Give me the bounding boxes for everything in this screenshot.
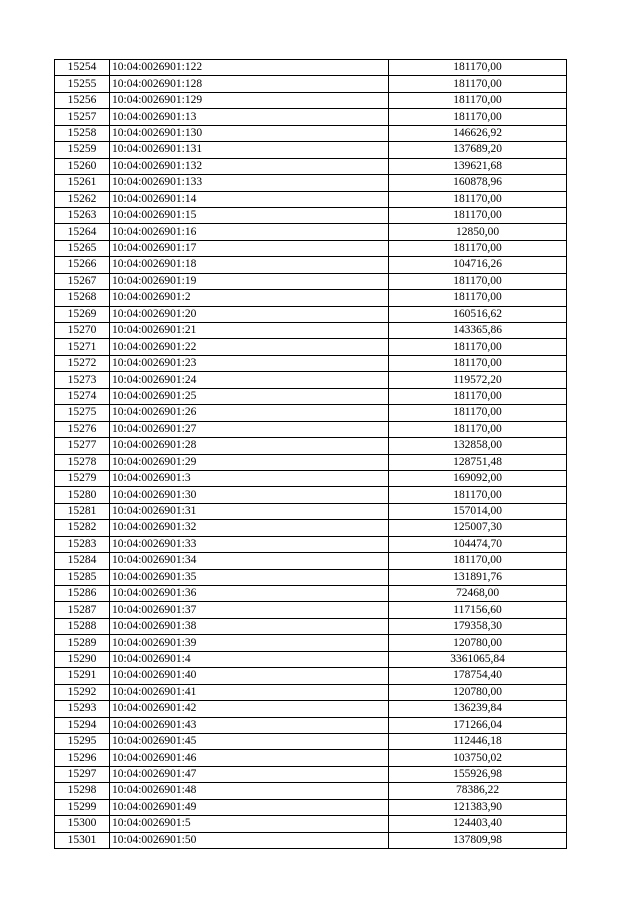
- cadastral-number-cell: 10:04:0026901:40: [110, 668, 389, 684]
- value-cell: 124403,40: [389, 816, 567, 832]
- cadastral-number-cell: 10:04:0026901:32: [110, 520, 389, 536]
- table-row: [55, 290, 567, 306]
- table-row: [55, 388, 567, 404]
- value-cell: 104474,70: [389, 536, 567, 552]
- table-row: [55, 142, 567, 158]
- row-number-cell: 15280: [55, 487, 110, 503]
- value-cell: 3361065,84: [389, 651, 567, 667]
- value-cell: 179358,30: [389, 618, 567, 634]
- value-cell: 112446,18: [389, 733, 567, 749]
- cadastral-number-cell: 10:04:0026901:29: [110, 454, 389, 470]
- cadastral-number-cell: 10:04:0026901:20: [110, 306, 389, 322]
- table-row: [55, 405, 567, 421]
- value-cell: 181170,00: [389, 355, 567, 371]
- value-cell: 121383,90: [389, 799, 567, 815]
- table-row: [55, 306, 567, 322]
- cadastral-number-cell: 10:04:0026901:25: [110, 388, 389, 404]
- row-number-cell: 15265: [55, 240, 110, 256]
- cadastral-number-cell: 10:04:0026901:35: [110, 569, 389, 585]
- value-cell: 181170,00: [389, 421, 567, 437]
- cadastral-number-cell: 10:04:0026901:19: [110, 273, 389, 289]
- cadastral-number-cell: 10:04:0026901:23: [110, 355, 389, 371]
- value-cell: 160878,96: [389, 175, 567, 191]
- row-number-cell: 15279: [55, 470, 110, 486]
- table-row: [55, 553, 567, 569]
- table-row: [55, 76, 567, 92]
- cadastral-number-cell: 10:04:0026901:2: [110, 290, 389, 306]
- cadastral-number-cell: 10:04:0026901:33: [110, 536, 389, 552]
- table-row: [55, 569, 567, 585]
- row-number-cell: 15289: [55, 635, 110, 651]
- row-number-cell: 15285: [55, 569, 110, 585]
- cadastral-number-cell: 10:04:0026901:39: [110, 635, 389, 651]
- table-row: [55, 454, 567, 470]
- row-number-cell: 15298: [55, 783, 110, 799]
- row-number-cell: 15282: [55, 520, 110, 536]
- cadastral-number-cell: 10:04:0026901:5: [110, 816, 389, 832]
- row-number-cell: 15271: [55, 339, 110, 355]
- cadastral-number-cell: 10:04:0026901:30: [110, 487, 389, 503]
- value-cell: 131891,76: [389, 569, 567, 585]
- row-number-cell: 15259: [55, 142, 110, 158]
- value-cell: 117156,60: [389, 602, 567, 618]
- table-row: [55, 651, 567, 667]
- row-number-cell: 15266: [55, 257, 110, 273]
- cadastral-number-cell: 10:04:0026901:128: [110, 76, 389, 92]
- value-cell: 12850,00: [389, 224, 567, 240]
- table-row: [55, 816, 567, 832]
- value-cell: 181170,00: [389, 405, 567, 421]
- table-row: [55, 92, 567, 108]
- row-number-cell: 15268: [55, 290, 110, 306]
- row-number-cell: 15274: [55, 388, 110, 404]
- value-cell: 136239,84: [389, 701, 567, 717]
- row-number-cell: 15263: [55, 207, 110, 223]
- table-row: [55, 618, 567, 634]
- cadastral-number-cell: 10:04:0026901:49: [110, 799, 389, 815]
- value-cell: 139621,68: [389, 158, 567, 174]
- row-number-cell: 15291: [55, 668, 110, 684]
- table-row: [55, 470, 567, 486]
- cadastral-number-cell: 10:04:0026901:47: [110, 766, 389, 782]
- cadastral-number-cell: 10:04:0026901:133: [110, 175, 389, 191]
- cadastral-number-cell: 10:04:0026901:50: [110, 832, 389, 848]
- table-row: [55, 438, 567, 454]
- value-cell: 181170,00: [389, 109, 567, 125]
- row-number-cell: 15284: [55, 553, 110, 569]
- table-row: [55, 799, 567, 815]
- cadastral-number-cell: 10:04:0026901:28: [110, 438, 389, 454]
- row-number-cell: 15262: [55, 191, 110, 207]
- value-cell: 181170,00: [389, 273, 567, 289]
- cadastral-number-cell: 10:04:0026901:45: [110, 733, 389, 749]
- cadastral-number-cell: 10:04:0026901:42: [110, 701, 389, 717]
- row-number-cell: 15269: [55, 306, 110, 322]
- table-row: [55, 701, 567, 717]
- row-number-cell: 15296: [55, 750, 110, 766]
- value-cell: 78386,22: [389, 783, 567, 799]
- row-number-cell: 15264: [55, 224, 110, 240]
- value-cell: 103750,02: [389, 750, 567, 766]
- row-number-cell: 15260: [55, 158, 110, 174]
- row-number-cell: 15277: [55, 438, 110, 454]
- row-number-cell: 15286: [55, 586, 110, 602]
- row-number-cell: 15294: [55, 717, 110, 733]
- cadastral-number-cell: 10:04:0026901:13: [110, 109, 389, 125]
- value-cell: 181170,00: [389, 240, 567, 256]
- table-row: [55, 684, 567, 700]
- table-row: [55, 602, 567, 618]
- value-cell: 169092,00: [389, 470, 567, 486]
- value-cell: 178754,40: [389, 668, 567, 684]
- table-row: [55, 207, 567, 223]
- row-number-cell: 15255: [55, 76, 110, 92]
- table-row: [55, 586, 567, 602]
- table-row: [55, 635, 567, 651]
- table-row: [55, 421, 567, 437]
- cadastral-number-cell: 10:04:0026901:16: [110, 224, 389, 240]
- row-number-cell: 15261: [55, 175, 110, 191]
- cadastral-number-cell: 10:04:0026901:18: [110, 257, 389, 273]
- value-cell: 181170,00: [389, 553, 567, 569]
- cadastral-number-cell: 10:04:0026901:15: [110, 207, 389, 223]
- table-row: [55, 125, 567, 141]
- table-row: [55, 273, 567, 289]
- cadastral-value-table: [54, 59, 567, 849]
- cadastral-number-cell: 10:04:0026901:132: [110, 158, 389, 174]
- cadastral-number-cell: 10:04:0026901:46: [110, 750, 389, 766]
- cadastral-number-cell: 10:04:0026901:41: [110, 684, 389, 700]
- row-number-cell: 15299: [55, 799, 110, 815]
- row-number-cell: 15301: [55, 832, 110, 848]
- table-row: [55, 355, 567, 371]
- table-row: [55, 109, 567, 125]
- value-cell: 120780,00: [389, 684, 567, 700]
- cadastral-number-cell: 10:04:0026901:48: [110, 783, 389, 799]
- row-number-cell: 15258: [55, 125, 110, 141]
- table-row: [55, 668, 567, 684]
- cadastral-number-cell: 10:04:0026901:21: [110, 323, 389, 339]
- cadastral-number-cell: 10:04:0026901:17: [110, 240, 389, 256]
- row-number-cell: 15292: [55, 684, 110, 700]
- value-cell: 155926,98: [389, 766, 567, 782]
- cadastral-number-cell: 10:04:0026901:31: [110, 503, 389, 519]
- value-cell: 137689,20: [389, 142, 567, 158]
- table-row: [55, 520, 567, 536]
- value-cell: 128751,48: [389, 454, 567, 470]
- value-cell: 181170,00: [389, 76, 567, 92]
- value-cell: 181170,00: [389, 290, 567, 306]
- cadastral-number-cell: 10:04:0026901:37: [110, 602, 389, 618]
- table-row: [55, 750, 567, 766]
- row-number-cell: 15254: [55, 60, 110, 76]
- row-number-cell: 15288: [55, 618, 110, 634]
- cadastral-number-cell: 10:04:0026901:26: [110, 405, 389, 421]
- table-row: [55, 323, 567, 339]
- row-number-cell: 15297: [55, 766, 110, 782]
- table-row: [55, 175, 567, 191]
- cadastral-number-cell: 10:04:0026901:36: [110, 586, 389, 602]
- row-number-cell: 15267: [55, 273, 110, 289]
- value-cell: 72468,00: [389, 586, 567, 602]
- value-cell: 125007,30: [389, 520, 567, 536]
- row-number-cell: 15272: [55, 355, 110, 371]
- table-row: [55, 339, 567, 355]
- table-row: [55, 60, 567, 76]
- value-cell: 132858,00: [389, 438, 567, 454]
- value-cell: 171266,04: [389, 717, 567, 733]
- value-cell: 137809,98: [389, 832, 567, 848]
- table-body: [55, 60, 567, 849]
- value-cell: 181170,00: [389, 339, 567, 355]
- value-cell: 181170,00: [389, 388, 567, 404]
- cadastral-number-cell: 10:04:0026901:34: [110, 553, 389, 569]
- cadastral-number-cell: 10:04:0026901:27: [110, 421, 389, 437]
- table-row: [55, 766, 567, 782]
- row-number-cell: 15256: [55, 92, 110, 108]
- row-number-cell: 15273: [55, 372, 110, 388]
- cadastral-number-cell: 10:04:0026901:3: [110, 470, 389, 486]
- cadastral-number-cell: 10:04:0026901:38: [110, 618, 389, 634]
- table-row: [55, 191, 567, 207]
- table-row: [55, 240, 567, 256]
- value-cell: 181170,00: [389, 60, 567, 76]
- value-cell: 181170,00: [389, 207, 567, 223]
- value-cell: 160516,62: [389, 306, 567, 322]
- cadastral-number-cell: 10:04:0026901:14: [110, 191, 389, 207]
- row-number-cell: 15257: [55, 109, 110, 125]
- value-cell: 146626,92: [389, 125, 567, 141]
- table-row: [55, 733, 567, 749]
- table-row: [55, 536, 567, 552]
- value-cell: 181170,00: [389, 487, 567, 503]
- value-cell: 120780,00: [389, 635, 567, 651]
- table-row: [55, 372, 567, 388]
- cadastral-number-cell: 10:04:0026901:22: [110, 339, 389, 355]
- cadastral-number-cell: 10:04:0026901:130: [110, 125, 389, 141]
- cadastral-number-cell: 10:04:0026901:24: [110, 372, 389, 388]
- row-number-cell: 15290: [55, 651, 110, 667]
- table-row: [55, 783, 567, 799]
- table-row: [55, 158, 567, 174]
- cadastral-number-cell: 10:04:0026901:129: [110, 92, 389, 108]
- cadastral-number-cell: 10:04:0026901:122: [110, 60, 389, 76]
- value-cell: 181170,00: [389, 191, 567, 207]
- cadastral-number-cell: 10:04:0026901:131: [110, 142, 389, 158]
- value-cell: 143365,86: [389, 323, 567, 339]
- table-row: [55, 832, 567, 848]
- table-row: [55, 717, 567, 733]
- row-number-cell: 15270: [55, 323, 110, 339]
- value-cell: 104716,26: [389, 257, 567, 273]
- row-number-cell: 15276: [55, 421, 110, 437]
- row-number-cell: 15275: [55, 405, 110, 421]
- value-cell: 157014,00: [389, 503, 567, 519]
- value-cell: 119572,20: [389, 372, 567, 388]
- row-number-cell: 15287: [55, 602, 110, 618]
- table-row: [55, 503, 567, 519]
- row-number-cell: 15300: [55, 816, 110, 832]
- row-number-cell: 15278: [55, 454, 110, 470]
- table-row: [55, 257, 567, 273]
- cadastral-number-cell: 10:04:0026901:43: [110, 717, 389, 733]
- table-row: [55, 487, 567, 503]
- value-cell: 181170,00: [389, 92, 567, 108]
- table-row: [55, 224, 567, 240]
- row-number-cell: 15281: [55, 503, 110, 519]
- row-number-cell: 15283: [55, 536, 110, 552]
- row-number-cell: 15293: [55, 701, 110, 717]
- row-number-cell: 15295: [55, 733, 110, 749]
- cadastral-number-cell: 10:04:0026901:4: [110, 651, 389, 667]
